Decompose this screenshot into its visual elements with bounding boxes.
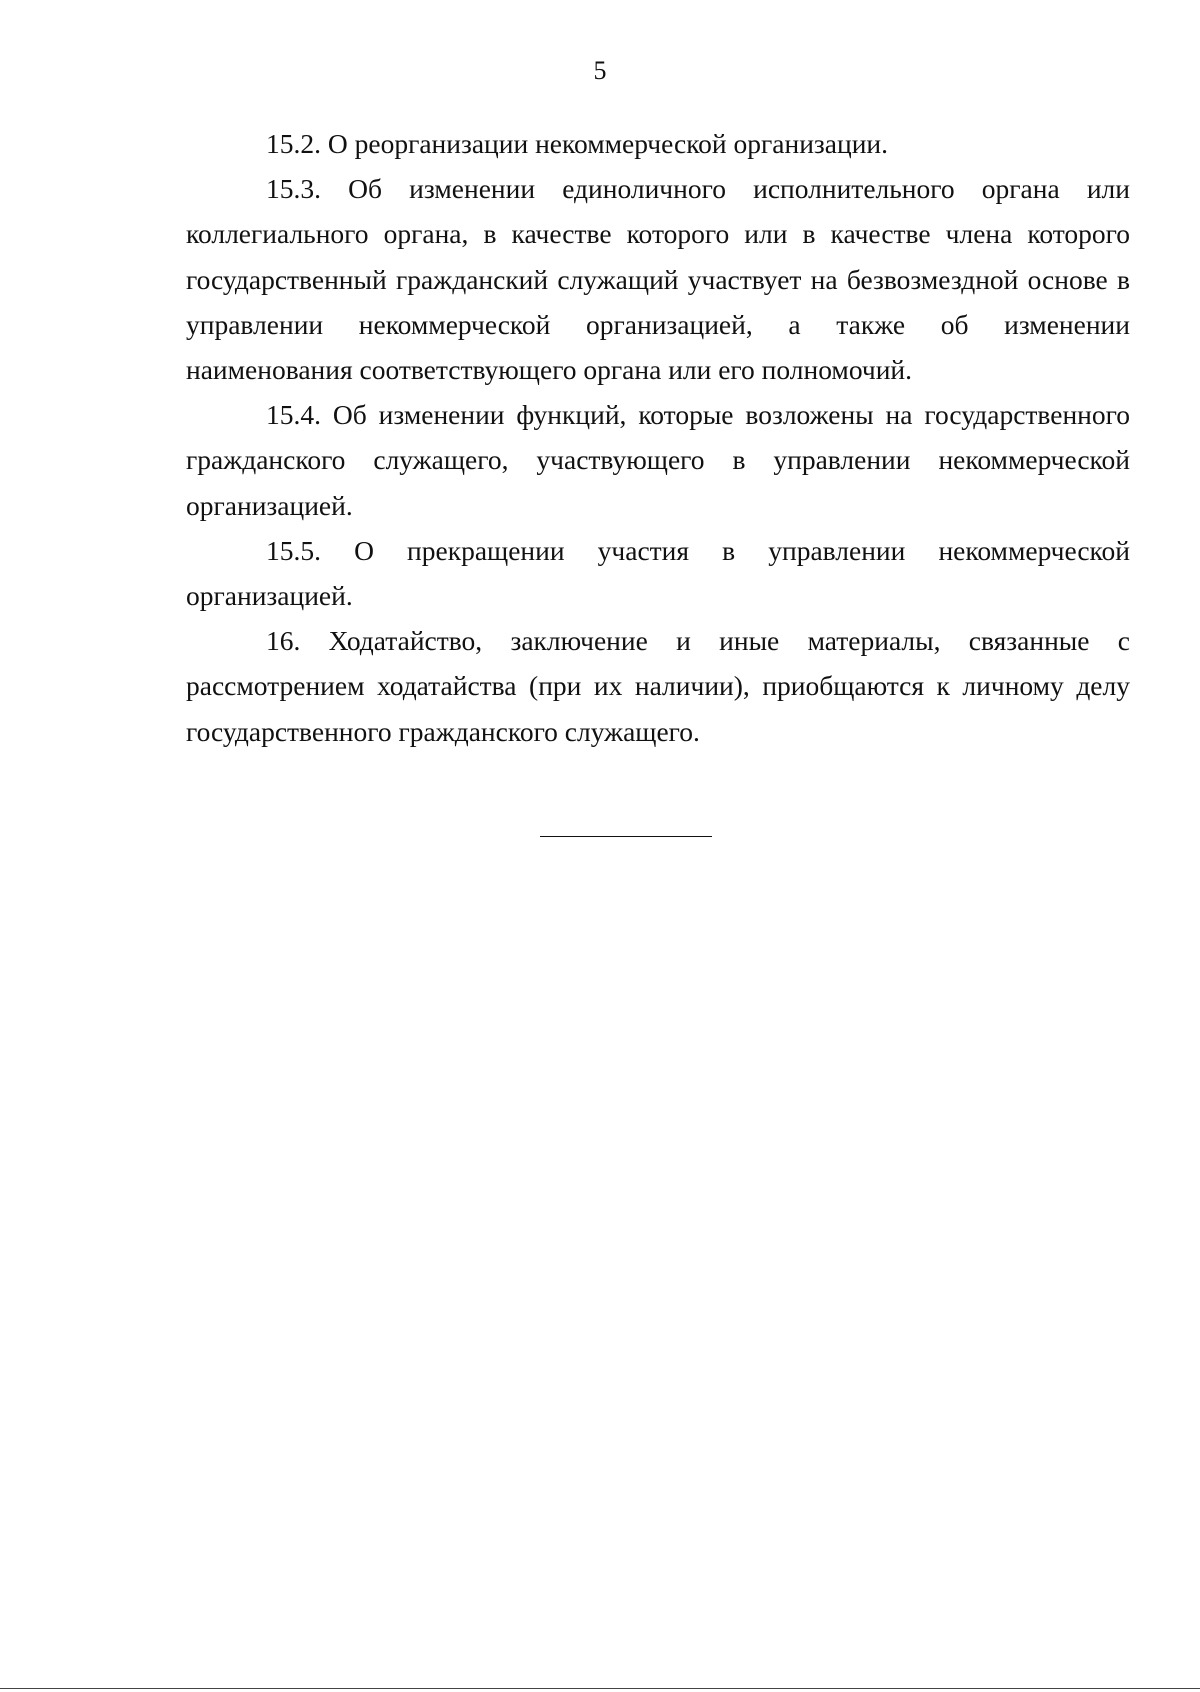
paragraph-16: 16. Ходатайство, заключение и иные материалы, связанные с рассмотрением ходатайства (при их наличии), приобщаются к личному делу государственного гражданского служащего. — [186, 625, 1130, 747]
end-separator-line — [540, 836, 712, 837]
document-body — [186, 121, 1130, 754]
paragraph-15-5: 15.5. О прекращении участия в управлении некоммерческой организацией. — [186, 534, 1130, 612]
paragraph-15-4: 15.4. Об изменении функций, которые возложены на государственного гражданского служащего, участвующего в управлении некоммерческой организацией. — [186, 399, 1130, 521]
paragraph-15-2: 15.2. О реорганизации некоммерческой организации. — [266, 128, 889, 159]
page-number: 5 — [593, 56, 607, 85]
scan-edge-line — [0, 1688, 1200, 1689]
paragraph-15-3: 15.3. Об изменении единоличного исполнительного органа или коллегиального органа, в качестве которого или в качестве члена которого государственный гражданский служащий участвует на безвозмездной основе в управлении некоммерческой организацией, а также об изменении наименования соответствующего органа или его полномочий. — [186, 173, 1130, 386]
